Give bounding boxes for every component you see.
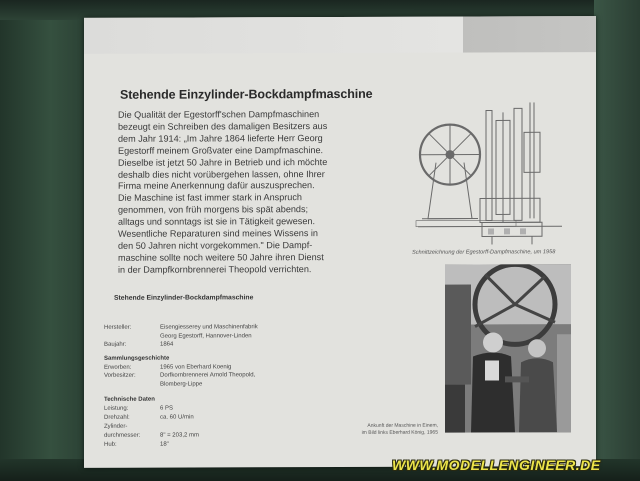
data-value: 1864 — [160, 341, 174, 348]
paragraph-line: in der Dampfkornbrennerei Theopold verrichten. — [118, 263, 312, 275]
data-value: ca. 60 U/min — [160, 414, 194, 421]
placard-paragraph — [118, 109, 344, 276]
photo-caption-line: Ankunft der Maschine in Einem, — [367, 422, 438, 429]
data-label: Leistung: — [104, 405, 129, 412]
data-label: Zylinder- — [104, 423, 128, 430]
wall-left — [0, 0, 92, 481]
paragraph-line: Egestorff meinem Großvater eine Dampfmaschine. — [118, 144, 324, 156]
historic-photo — [445, 264, 571, 432]
exhibit-placard — [84, 16, 596, 468]
data-value: Georg Egestorff, Hannover-Linden — [160, 333, 252, 340]
data-value: 6 PS — [160, 405, 174, 412]
data-label: Erworben: — [104, 364, 132, 371]
placard-top-band — [84, 16, 596, 54]
data-label: Hersteller: — [104, 324, 132, 331]
data-label: Drehzahl: — [104, 414, 130, 421]
watermark: WWW.MODELLENGINEER.DE — [392, 457, 601, 473]
paragraph-line: Dieselbe ist jetzt 50 Jahre in Betrieb und ich möchte — [118, 156, 328, 168]
data-label: Vorbesitzer: — [104, 372, 136, 379]
data-label: Hub: — [104, 441, 117, 448]
paragraph-line: bezeugt ein Schreiben des damaligen Besitzers aus — [118, 120, 328, 132]
data-label: durchmesser: — [104, 432, 141, 439]
wall-right — [594, 0, 640, 481]
paragraph-line: alltags und sonntags ist sie in Tätigkeit gewesen. — [118, 216, 315, 227]
paragraph-line: Wesentliche Reparaturen sind meines Wissens in — [118, 228, 318, 239]
data-value: 8" = 203,2 mm — [160, 432, 199, 439]
data-label: Baujahr: — [104, 341, 127, 348]
paragraph-line: deshalb dies nicht vorübergehen lassen, ohne Ihrer — [118, 168, 325, 180]
paragraph-line: Die Maschine ist fast immer stark in Anspruch — [118, 192, 302, 204]
data-value: Blomberg-Lippe — [160, 381, 203, 388]
data-section-title: Stehende Einzylinder-Bockdampfmaschine — [114, 294, 254, 302]
data-subheading: Technische Daten — [104, 396, 155, 403]
paragraph-line: maschine sollte noch weitere 50 Jahre ihren Dienst — [118, 251, 324, 263]
paragraph-line: Firma meine Anerkennung dafür auszusprechen. — [118, 180, 315, 192]
data-value: 18" — [160, 441, 169, 448]
photo-caption-line: im Bild links Eberhard König, 1965 — [361, 429, 438, 436]
placard-title: Stehende Einzylinder-Bockdampfmaschine — [120, 86, 373, 102]
paragraph-line: genommen, von früh morgens bis spät abends; — [118, 204, 309, 216]
paragraph-line: dem Jahr 1914: „Im Jahre 1864 lieferte Herr Georg — [118, 132, 323, 144]
data-value: Eisengiesserey und Maschinenfabrik — [160, 324, 258, 331]
paragraph-line: den 50 Jahren nicht vorgekommen." Die Dampf- — [118, 240, 313, 251]
data-subheading: Sammlungsgeschichte — [104, 355, 170, 362]
photo-caption — [334, 423, 438, 437]
paragraph-line: Die Qualität der Egestorff'schen Dampfmaschinen — [118, 109, 320, 120]
engine-section-drawing — [412, 102, 572, 247]
data-value: Dorfkornbrennerei Arnold Theopold, — [160, 372, 256, 379]
drawing-caption: Schnittzeichnung der Egestorff-Dampfmaschine, um 1958 — [412, 249, 556, 256]
data-value: 1965 von Eberhard Koenig — [160, 364, 232, 371]
